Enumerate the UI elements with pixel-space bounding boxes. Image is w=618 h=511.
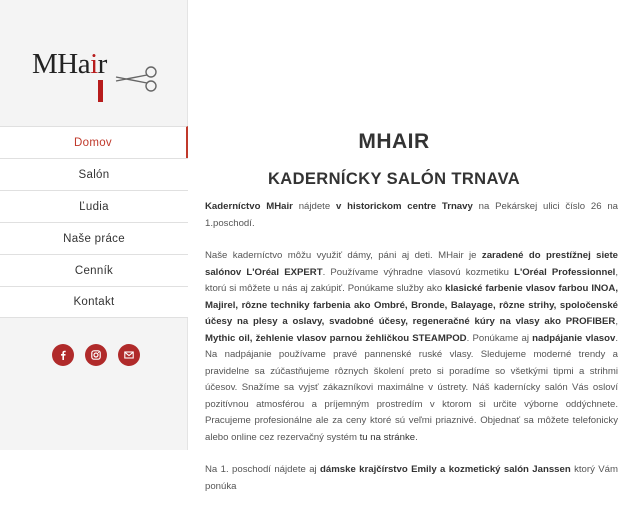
page-subtitle: KADERNÍCKY SALÓN TRNAVA xyxy=(267,170,521,188)
services-paragraph: Naše kaderníctvo môžu využiť dámy, páni aj deti. MHair je zaradené do prestížnej siete salónov L'Oréal EXPERT. Používame výhradne vlasovú kozmetiku L'Oréal Professionnel, ktorú si môžete u nás aj zakúpiť. Ponúkame služby ako klasické farbenie vlasov farbou INOA, Majirel, rôzne techniky farbenia ako Ombré, Bronde, Balayage, rôzne strihy, spoločenské účesy na plesy a oslavy, svadobné účesy, regeneračné kúry na vlasy ako PROFIBER, Mythic oil, žehlenie vlasov parnou žehličkou STEAMPOD. Ponúkame aj nadpájanie vlasov. Na nadpájanie používame pravé pannenské ruské vlasy. Sledujeme moderné trendy a pravidelne sa zúčastňujeme rôznych školení preto si poradíme so všetkými tipmi a strihmi účesov. Snažíme sa vyjsť zákazníkovi maximálne v ústrety. Náš kadernícky salón Vás osloví pozitívnou atmosférou a príjemným prostredím v ktorom si určite výborne oddýchnete. Pracujeme profesionálne ale za ceny ktoré sú veľmi priaznivé. Objednať sa môžete telefonicky alebo online cez rezervačný systém tu na stránke. xyxy=(205,250,618,443)
social-links xyxy=(52,344,140,366)
logo-text: MHair xyxy=(32,48,107,80)
main-nav xyxy=(0,126,188,318)
instagram-icon xyxy=(91,350,101,360)
article-body xyxy=(205,199,618,511)
page-title: MHAIR xyxy=(358,130,430,153)
scissors-icon xyxy=(114,66,158,92)
reservation-link[interactable]: tu na stránke xyxy=(359,431,416,443)
intro-paragraph: Kaderníctvo MHair nájdete v historickom centre Trnavy na Pekárskej ulici číslo 26 na 1.poschodí. xyxy=(205,201,618,229)
nav-item-nase-prace[interactable]: Naše práce xyxy=(0,222,188,254)
other-services-paragraph: Na 1. poschodí nájdete aj dámske krajčírstvo Emily a kozmetický salón Janssen ktorý Vám ponúka xyxy=(205,464,618,492)
facebook-icon xyxy=(58,350,68,360)
nav-item-cennik[interactable]: Cenník xyxy=(0,254,188,286)
sidebar xyxy=(0,0,188,450)
nav-item-domov[interactable]: Domov xyxy=(0,126,188,158)
nav-item-ludia[interactable]: Ľudia xyxy=(0,190,188,222)
email-button[interactable] xyxy=(118,344,140,366)
nav-item-kontakt[interactable]: Kontakt xyxy=(0,286,188,318)
facebook-button[interactable] xyxy=(52,344,74,366)
instagram-button[interactable] xyxy=(85,344,107,366)
email-icon xyxy=(124,350,134,360)
logo-accent-bar xyxy=(98,80,103,102)
logo[interactable] xyxy=(30,44,160,104)
nav-item-salon[interactable]: Salón xyxy=(0,158,188,190)
main-content xyxy=(188,0,618,492)
